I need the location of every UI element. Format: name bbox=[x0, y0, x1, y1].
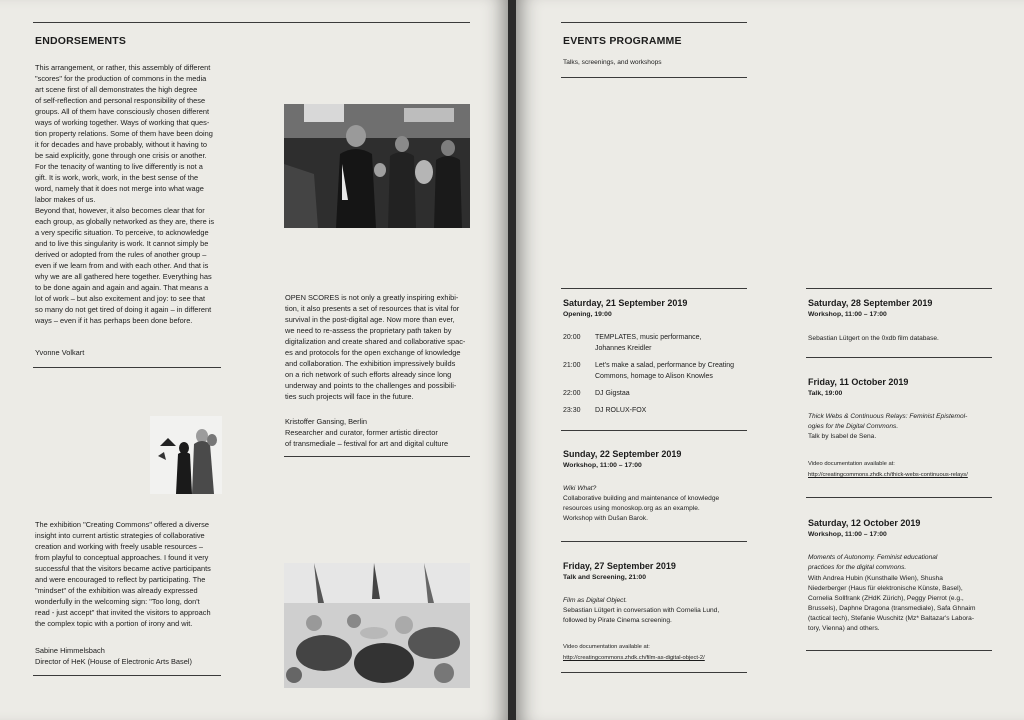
exhibition-crowd-photo bbox=[284, 104, 470, 228]
divider bbox=[284, 456, 470, 457]
video-label-sep27: Video documentation available at: bbox=[563, 644, 650, 650]
right-page bbox=[516, 0, 1024, 720]
schedule-text: Let's make a salad, performance by Creating Commons, homage to Alison Knowles bbox=[595, 362, 735, 380]
event-sub-sep28: Workshop, 11:00 – 17:00 bbox=[808, 311, 887, 318]
divider bbox=[33, 675, 221, 676]
schedule-text: DJ ROLUX-FOX bbox=[595, 407, 647, 414]
top-rule bbox=[561, 22, 747, 23]
left-page bbox=[0, 0, 508, 720]
event-date-oct11: Friday, 11 October 2019 bbox=[808, 377, 909, 387]
event-date-sep28: Saturday, 28 September 2019 bbox=[808, 298, 933, 308]
endorsement-volkart-text: This arrangement, or rather, this assembly of different "scores" for the production of commons in the media art scene first of all demonstrates the high degree of self-reflection and personal responsibility of these groups. All of them have consciously chosen different ways of working together. Ways of working that ques- tion property relations. Some of them have been doing it for decades and have probably, without it having to be said explicitly, gone through one crisis or another. For the tenacity of wanting to live differently is not a gift. It is work, work, work, in the best sense of the word, namely that it does not merge into what wage labor makes of us. Beyond that, however, it also becomes clear that for each group, as globally networked as they are, there is a very specific situation. To perceive, to acknowledge and to live this singularity is work. It cannot simply be derived or adopted from the rules of another group – even if we learn from and with each other. And that is why we are all gathered here together. Everything has to be done again and again and again. That means a lot of work – but also excitement and joy: to see that so many do not get tired of doing it again – in different ways – even if it has perhaps been done before. bbox=[35, 63, 215, 325]
divider bbox=[561, 288, 747, 289]
event-date-sep27: Friday, 27 September 2019 bbox=[563, 561, 676, 571]
event-title-sep27: Film as Digital Object. bbox=[563, 597, 628, 604]
event-sub-sep21: Opening, 19:00 bbox=[563, 311, 612, 318]
divider bbox=[561, 77, 747, 78]
event-sub-oct11: Talk, 19:00 bbox=[808, 390, 843, 397]
schedule-time: 23:30 bbox=[563, 407, 581, 414]
event-desc-oct12: With Andrea Hubin (Kunsthalle Wien), Shusha Niederberger (Haus für elektronische Künste, Basel), Cornelia Sollfrank (ZHdK Zürich), Peggy Pierrot (e.g., Brussels), Daphne Dragona (transmediale), Safa Ghnaim (tactical tech), Stefanie Wuschitz (Mz* Baltazar's Labora- tory, Vienna) and others. bbox=[808, 575, 976, 632]
event-title-sep22: Wiki What? bbox=[563, 485, 597, 492]
divider bbox=[561, 541, 747, 542]
divider bbox=[806, 357, 992, 358]
event-title-oct12: Moments of Autonomy. Feminist educational practices for the digital commons. bbox=[808, 554, 938, 571]
video-link-sep27[interactable]: http://creatingcommons.zhdk.ch/film-as-digital-object-2/ bbox=[563, 655, 705, 661]
event-sub-oct12: Workshop, 11:00 – 17:00 bbox=[808, 531, 887, 538]
event-desc-sep27: Sebastian Lütgert in conversation with Cornelia Lund, followed by Pirate Cinema screening. bbox=[563, 607, 720, 624]
video-label-oct11: Video documentation available at: bbox=[808, 461, 895, 467]
endorsement-volkart-author: Yvonne Volkart bbox=[35, 348, 85, 357]
event-desc-sep22: Collaborative building and maintenance of knowledge resources using monoskop.org as an example. Workshop with Dušan Barok. bbox=[563, 495, 720, 522]
endorsement-gansing-author: Kristoffer Gansing, Berlin Researcher and curator, former artistic director of transmediale – festival for art and digital culture bbox=[285, 417, 449, 448]
events-heading: EVENTS PROGRAMME bbox=[563, 35, 682, 47]
divider bbox=[806, 288, 992, 289]
event-title-oct11: Thick Webs & Continuous Relays: Feminist Epistemol- ogies for the Digital Commons. bbox=[808, 413, 968, 430]
endorsement-gansing-text: OPEN SCORES is not only a greatly inspiring exhibi- tion, it also presents a set of resources that is vital for survival in the post-digital age. Now more than ever, we need to re-assess the proprietary path taken by digitalization and create shared and collaborative spac- es and protocols for the open exchange of knowledge and collaboration. The exhibition impressively builds on a rich network of such efforts already since long underway and points to the challenges and possibili- ties such projects will face in the future. bbox=[285, 293, 466, 401]
event-sub-sep27: Talk and Screening, 21:00 bbox=[563, 574, 646, 581]
endorsement-himmelsbach-author: Sabine Himmelsbach Director of HeK (House of Electronic Arts Basel) bbox=[35, 646, 192, 666]
endorsement-himmelsbach-text: The exhibition "Creating Commons" offered a diverse insight into current artistic strategies of collaborative creation and working with freely usable resources – from playful to conceptual approaches. I found it very successful that the visitors became active participants and were encouraged to reflect by participating. The "mindset" of the exhibition was already expressed wonderfully in the welcoming sign: "Too long, don't read - just accept" that invited the visitors to approach the complex topic with a portion of irony and wit. bbox=[35, 520, 211, 628]
schedule-time: 22:00 bbox=[563, 390, 581, 397]
endorsements-heading: ENDORSEMENTS bbox=[35, 35, 127, 47]
salad-performance-photo bbox=[284, 563, 470, 688]
divider bbox=[561, 430, 747, 431]
top-rule bbox=[33, 22, 470, 23]
divider bbox=[33, 367, 221, 368]
divider bbox=[806, 497, 992, 498]
event-desc-sep28: Sebastian Lütgert on the 0xdb film database. bbox=[808, 335, 939, 342]
divider bbox=[561, 672, 747, 673]
event-date-sep21: Saturday, 21 September 2019 bbox=[563, 298, 688, 308]
schedule-text: TEMPLATES, music performance, Johannes Kreidler bbox=[595, 334, 702, 352]
event-desc-oct11: Talk by Isabel de Sena. bbox=[808, 433, 877, 440]
divider bbox=[806, 650, 992, 651]
schedule-time: 20:00 bbox=[563, 334, 581, 341]
event-date-oct12: Saturday, 12 October 2019 bbox=[808, 518, 921, 528]
event-sub-sep22: Workshop, 11:00 – 17:00 bbox=[563, 462, 642, 469]
visitors-photo bbox=[150, 416, 222, 494]
schedule-text: DJ Gigstaa bbox=[595, 390, 630, 397]
event-date-sep22: Sunday, 22 September 2019 bbox=[563, 449, 682, 459]
schedule-sep21 bbox=[563, 333, 773, 414]
events-subtitle: Talks, screenings, and workshops bbox=[563, 59, 662, 66]
schedule-time: 21:00 bbox=[563, 362, 581, 369]
video-link-oct11[interactable]: http://creatingcommons.zhdk.ch/thick-webs-continuous-relays/ bbox=[808, 472, 968, 478]
